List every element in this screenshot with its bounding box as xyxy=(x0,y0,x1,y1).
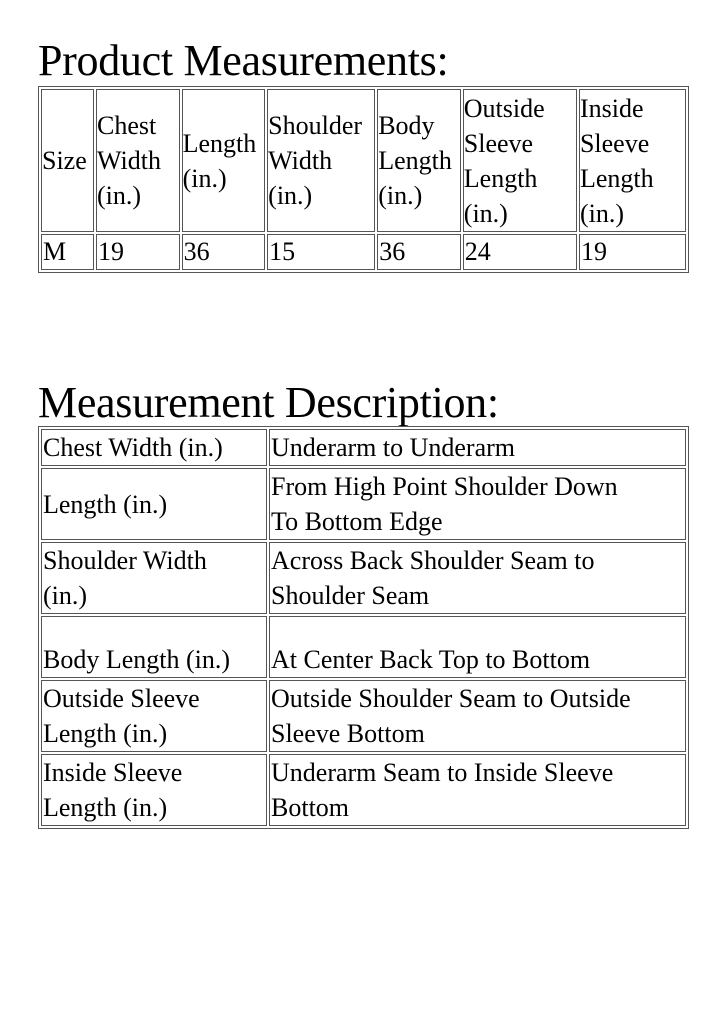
definition-cell: Underarm Seam to Inside Sleeve Bottom xyxy=(269,754,686,826)
table-row xyxy=(41,542,686,614)
header-cell-inside-sleeve-length: Inside Sleeve Length (in.) xyxy=(579,89,686,232)
definition-cell: From High Point Shoulder Down To Bottom Edge xyxy=(269,468,686,540)
value-cell-length: 36 xyxy=(182,234,266,270)
value-cell-chest-width: 19 xyxy=(96,234,180,270)
header-cell-shoulder-width: Shoulder Width (in.) xyxy=(267,89,375,232)
product-measurements-table xyxy=(38,86,689,273)
product-measurements-title: Product Measurements: xyxy=(38,36,449,85)
table-row xyxy=(41,429,686,466)
term-cell: Length (in.) xyxy=(41,468,267,540)
measurement-description-title: Measurement Description: xyxy=(38,378,499,427)
table-row xyxy=(41,754,686,826)
table-row xyxy=(41,234,686,270)
table-header-row xyxy=(41,89,686,232)
header-cell-outside-sleeve-length: Outside Sleeve Length (in.) xyxy=(463,89,577,232)
value-cell-inside-sleeve-length: 19 xyxy=(579,234,686,270)
value-cell-shoulder-width: 15 xyxy=(267,234,375,270)
term-cell: Outside Sleeve Length (in.) xyxy=(41,680,267,752)
header-cell-size: Size xyxy=(41,89,94,232)
measurement-description-table xyxy=(38,426,689,829)
definition-cell: Underarm to Underarm xyxy=(269,429,686,466)
term-cell: Shoulder Width (in.) xyxy=(41,542,267,614)
value-cell-outside-sleeve-length: 24 xyxy=(463,234,577,270)
term-cell: Inside Sleeve Length (in.) xyxy=(41,754,267,826)
term-cell: Body Length (in.) xyxy=(41,616,267,678)
value-cell-body-length: 36 xyxy=(377,234,461,270)
table-row xyxy=(41,680,686,752)
definition-cell: At Center Back Top to Bottom xyxy=(269,616,686,678)
header-cell-chest-width: Chest Width (in.) xyxy=(96,89,180,232)
definition-cell: Outside Shoulder Seam to Outside Sleeve Bottom xyxy=(269,680,686,752)
header-cell-body-length: Body Length (in.) xyxy=(377,89,461,232)
term-cell: Chest Width (in.) xyxy=(41,429,267,466)
definition-cell: Across Back Shoulder Seam to Shoulder Seam xyxy=(269,542,686,614)
table-row xyxy=(41,616,686,678)
value-cell-size: M xyxy=(41,234,94,270)
table-row xyxy=(41,468,686,540)
header-cell-length: Length (in.) xyxy=(182,89,266,232)
